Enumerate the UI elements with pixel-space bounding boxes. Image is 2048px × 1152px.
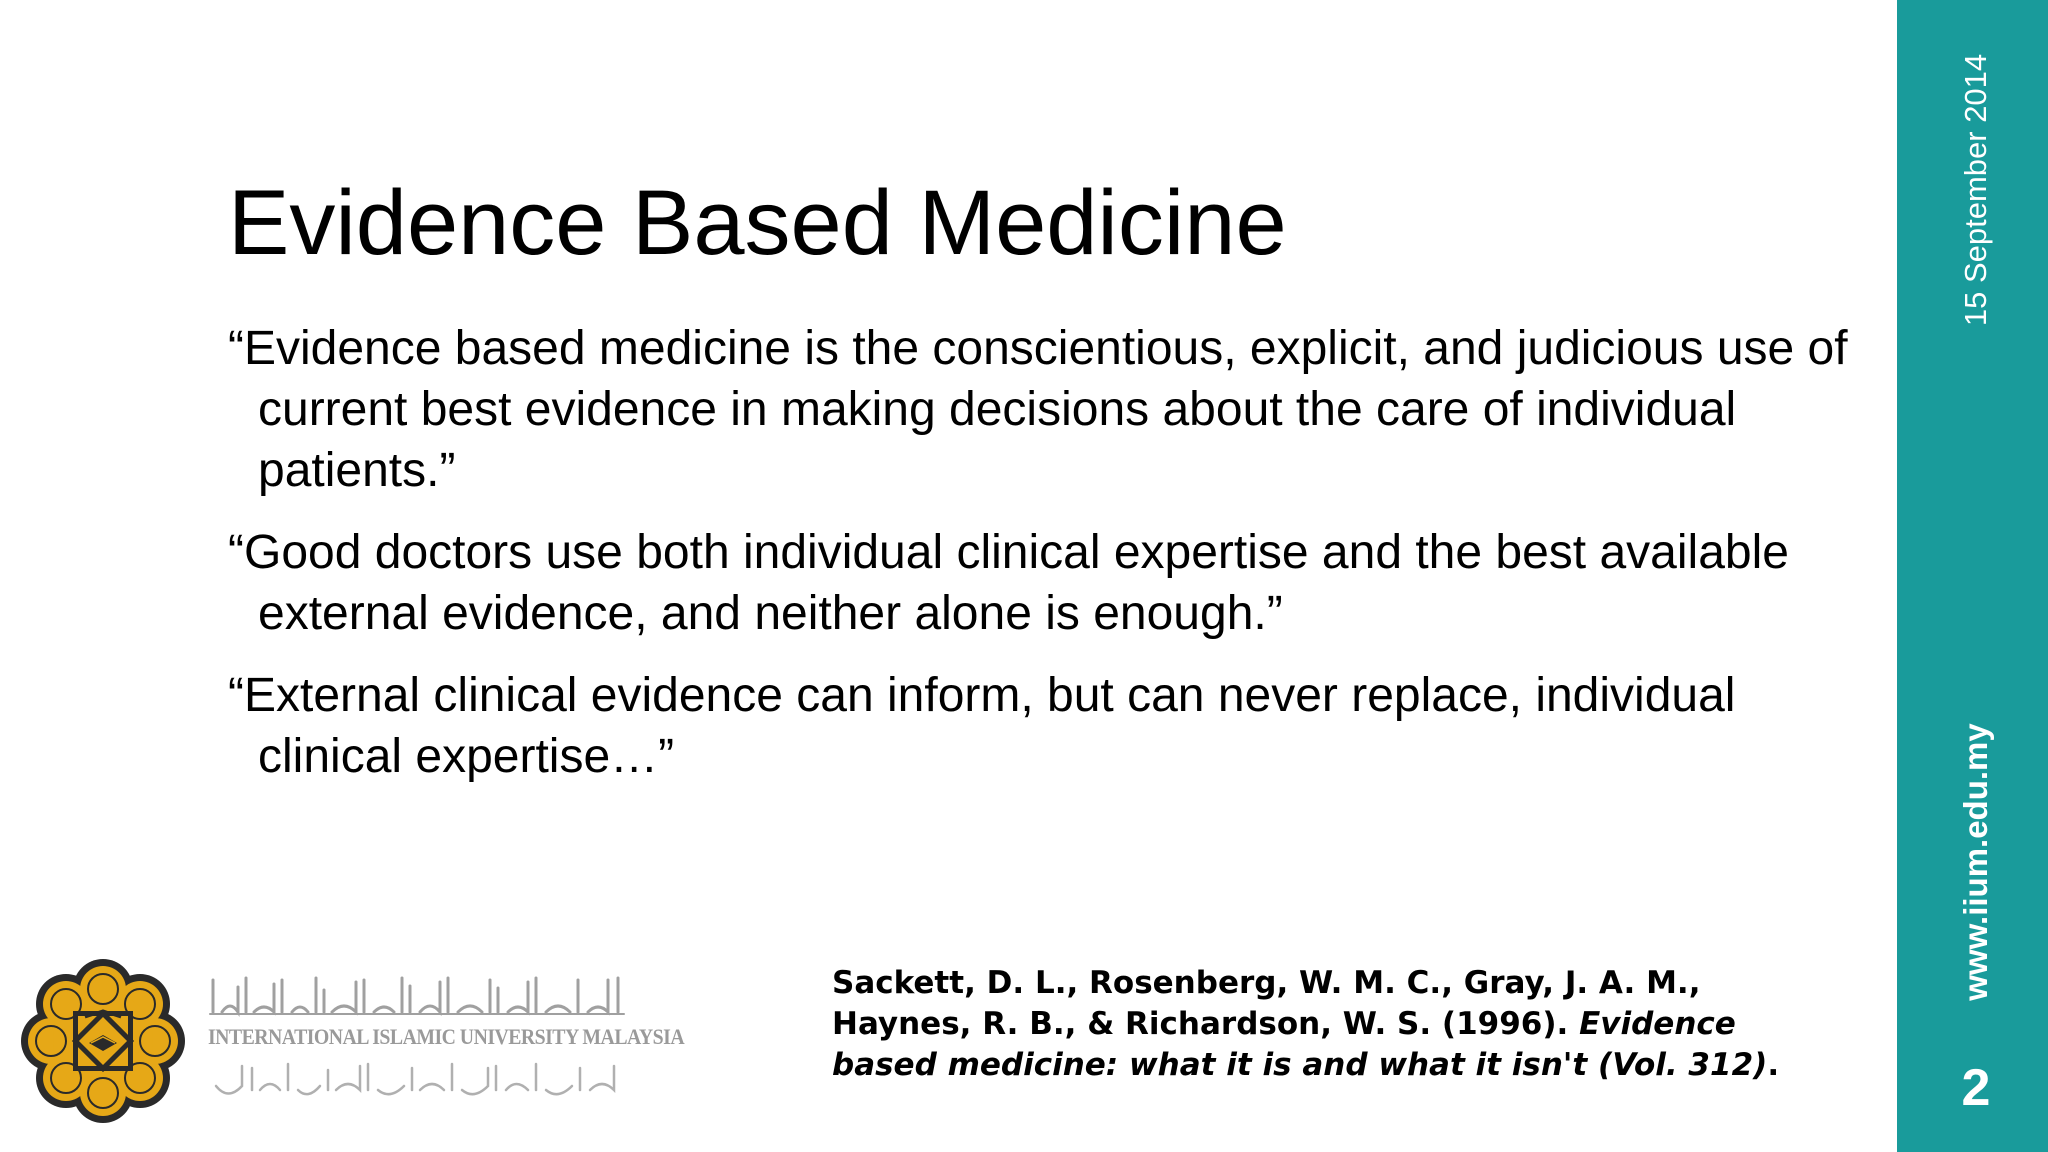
- slide-title: Evidence Based Medicine: [228, 172, 1287, 274]
- citation-title: Evidence based medicine: what it is and what it isn't (Vol. 312): [832, 1006, 1768, 1083]
- jawi-script-icon: [208, 1056, 628, 1106]
- website-url: www.iium.edu.my: [1957, 723, 1994, 1001]
- quote-item: “Evidence based medicine is the conscientious, explicit, and judicious use of current best evidence in making decisions about the care of individual patients.”: [228, 322, 1848, 497]
- page-number: 2: [1961, 1059, 1991, 1117]
- citation-authors: Sackett, D. L., Rosenberg, W. M. C., Gray, J. A. M., Haynes, R. B., & Richardson, W. S. (1996).: [832, 965, 1701, 1042]
- quote-item: “External clinical evidence can inform, but can never replace, individual clinical expertise…”: [228, 669, 1736, 783]
- iium-emblem-icon: [18, 956, 188, 1126]
- citation: [832, 963, 1842, 1086]
- quote-list: [228, 318, 1848, 808]
- university-name: INTERNATIONAL ISLAMIC UNIVERSITY MALAYSIA: [208, 1024, 685, 1049]
- quote-item: “Good doctors use both individual clinical expertise and the best available external evidence, and neither alone is enough.”: [228, 526, 1789, 640]
- slide-date: 15 September 2014: [1958, 53, 1993, 327]
- iium-logo-text: [208, 972, 685, 1112]
- arabic-script-icon: [208, 972, 628, 1022]
- citation-end: .: [1767, 1047, 1780, 1083]
